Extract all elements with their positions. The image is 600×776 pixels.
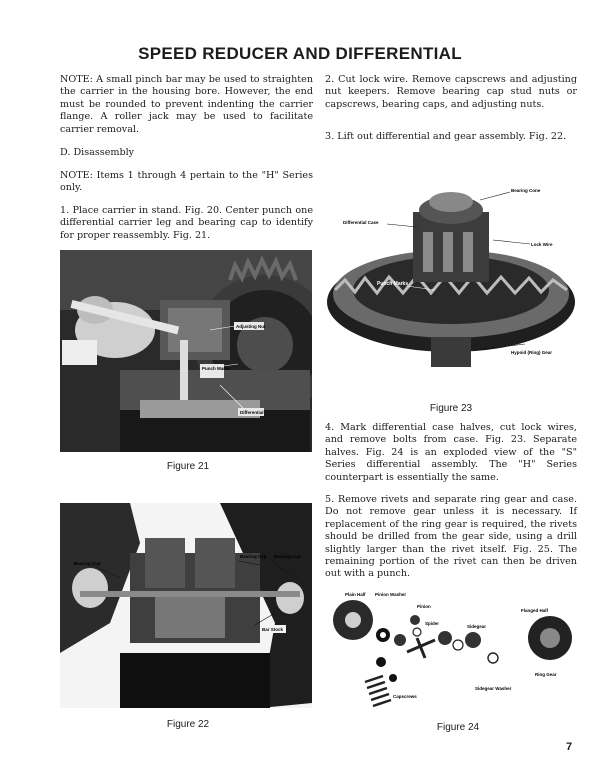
fig24-label-ring-gear: Ring Gear (535, 672, 557, 677)
fig24-label-pinion-washer: Pinion Washer (375, 592, 407, 597)
fig23-label-lock-wire: Lock Wire (531, 242, 553, 247)
fig24-label-plain-half: Plain Half (345, 592, 366, 597)
page-title: SPEED REDUCER AND DIFFERENTIAL (138, 44, 462, 63)
fig22-label-bar-stock: Bar Stock (262, 627, 284, 632)
figure-24-photo (325, 590, 577, 715)
fig23-label-punch-marks: Punch Marks (377, 281, 409, 287)
fig23-label-differential-case: Differential Case (343, 220, 379, 225)
fig24-label-sidegear: Sidegear (467, 624, 487, 629)
section-heading: D. Disassembly (60, 147, 135, 158)
fig23-label-bearing-cone: Bearing Cone (511, 188, 541, 193)
note-series: NOTE: Items 1 through 4 pertain to the "H" Series only. (60, 170, 313, 194)
figure-22-photo (60, 503, 312, 708)
fig24-label-capscrews: Capscrews (393, 694, 417, 699)
step-3: 3. Lift out differential and gear assembly. Fig. 22. (325, 131, 567, 142)
figure-24-caption: Figure 24 (436, 722, 480, 733)
figure-21-photo (60, 250, 312, 452)
step-1: 1. Place carrier in stand. Fig. 20. Center punch one differential carrier leg and bearing cap to identify for proper reassembly. Fig. 21. (60, 205, 313, 241)
fig23-label-hypoid-ring-gear: Hypoid (Ring) Gear (511, 350, 553, 355)
page-number: 7 (566, 741, 573, 753)
figure-22-illustration (60, 503, 312, 708)
figure-21-caption: Figure 21 (166, 461, 210, 472)
fig24-label-flanged-half: Flanged Half (521, 608, 549, 613)
figure-23-caption: Figure 23 (429, 403, 473, 414)
fig21-label-differential: Differential (240, 410, 264, 415)
fig22-label-bearing-cup-left: Bearing Cup (74, 561, 101, 566)
step-4: 4. Mark differential case halves, cut lock wires, and remove bolts from case. Fig. 23. Separate halves. Fig. 24 is an exploded view of the "S" Series differential assembly. The "H" Series counterpart is essentially the same. (325, 422, 577, 483)
step-2: 2. Cut lock wire. Remove capscrews and adjusting nut keepers. Remove bearing cap stud nuts or capscrews, bearing caps, and adjusting nuts. (325, 74, 577, 110)
fig22-label-bearing-cap: Bearing Cap (240, 554, 267, 559)
figure-22-caption: Figure 22 (166, 719, 210, 730)
fig24-label-spider: Spider (425, 621, 440, 626)
figure-23-photo (325, 172, 577, 382)
figure-21-illustration (60, 250, 312, 452)
fig24-label-sidegear-washer: Sidegear Washer (475, 686, 512, 691)
figure-23-illustration (325, 172, 577, 382)
fig22-label-bearing-cup-right: Bearing Cup (274, 554, 301, 559)
note-intro: NOTE: A small pinch bar may be used to straighten the carrier in the housing bore. However, the end must be rounded to prevent indenting the carrier flange. A roller jack may be used to facilitate carrier removal. (60, 74, 313, 135)
fig24-label-pinion: Pinion (417, 604, 431, 609)
step-5: 5. Remove rivets and separate ring gear and case. Do not remove gear unless it is necessary. If replacement of the ring gear is required, the rivets should be drilled from the gear side, using a drill slightly larger than the rivet itself. Fig. 25. The remaining portion of the rivet can then be driven out with a punch. (325, 494, 577, 580)
fig21-label-punch-marks: Punch Marks (202, 366, 231, 371)
fig21-label-adjusting-nut: Adjusting Nut (236, 324, 266, 329)
figure-24-illustration (325, 590, 577, 715)
